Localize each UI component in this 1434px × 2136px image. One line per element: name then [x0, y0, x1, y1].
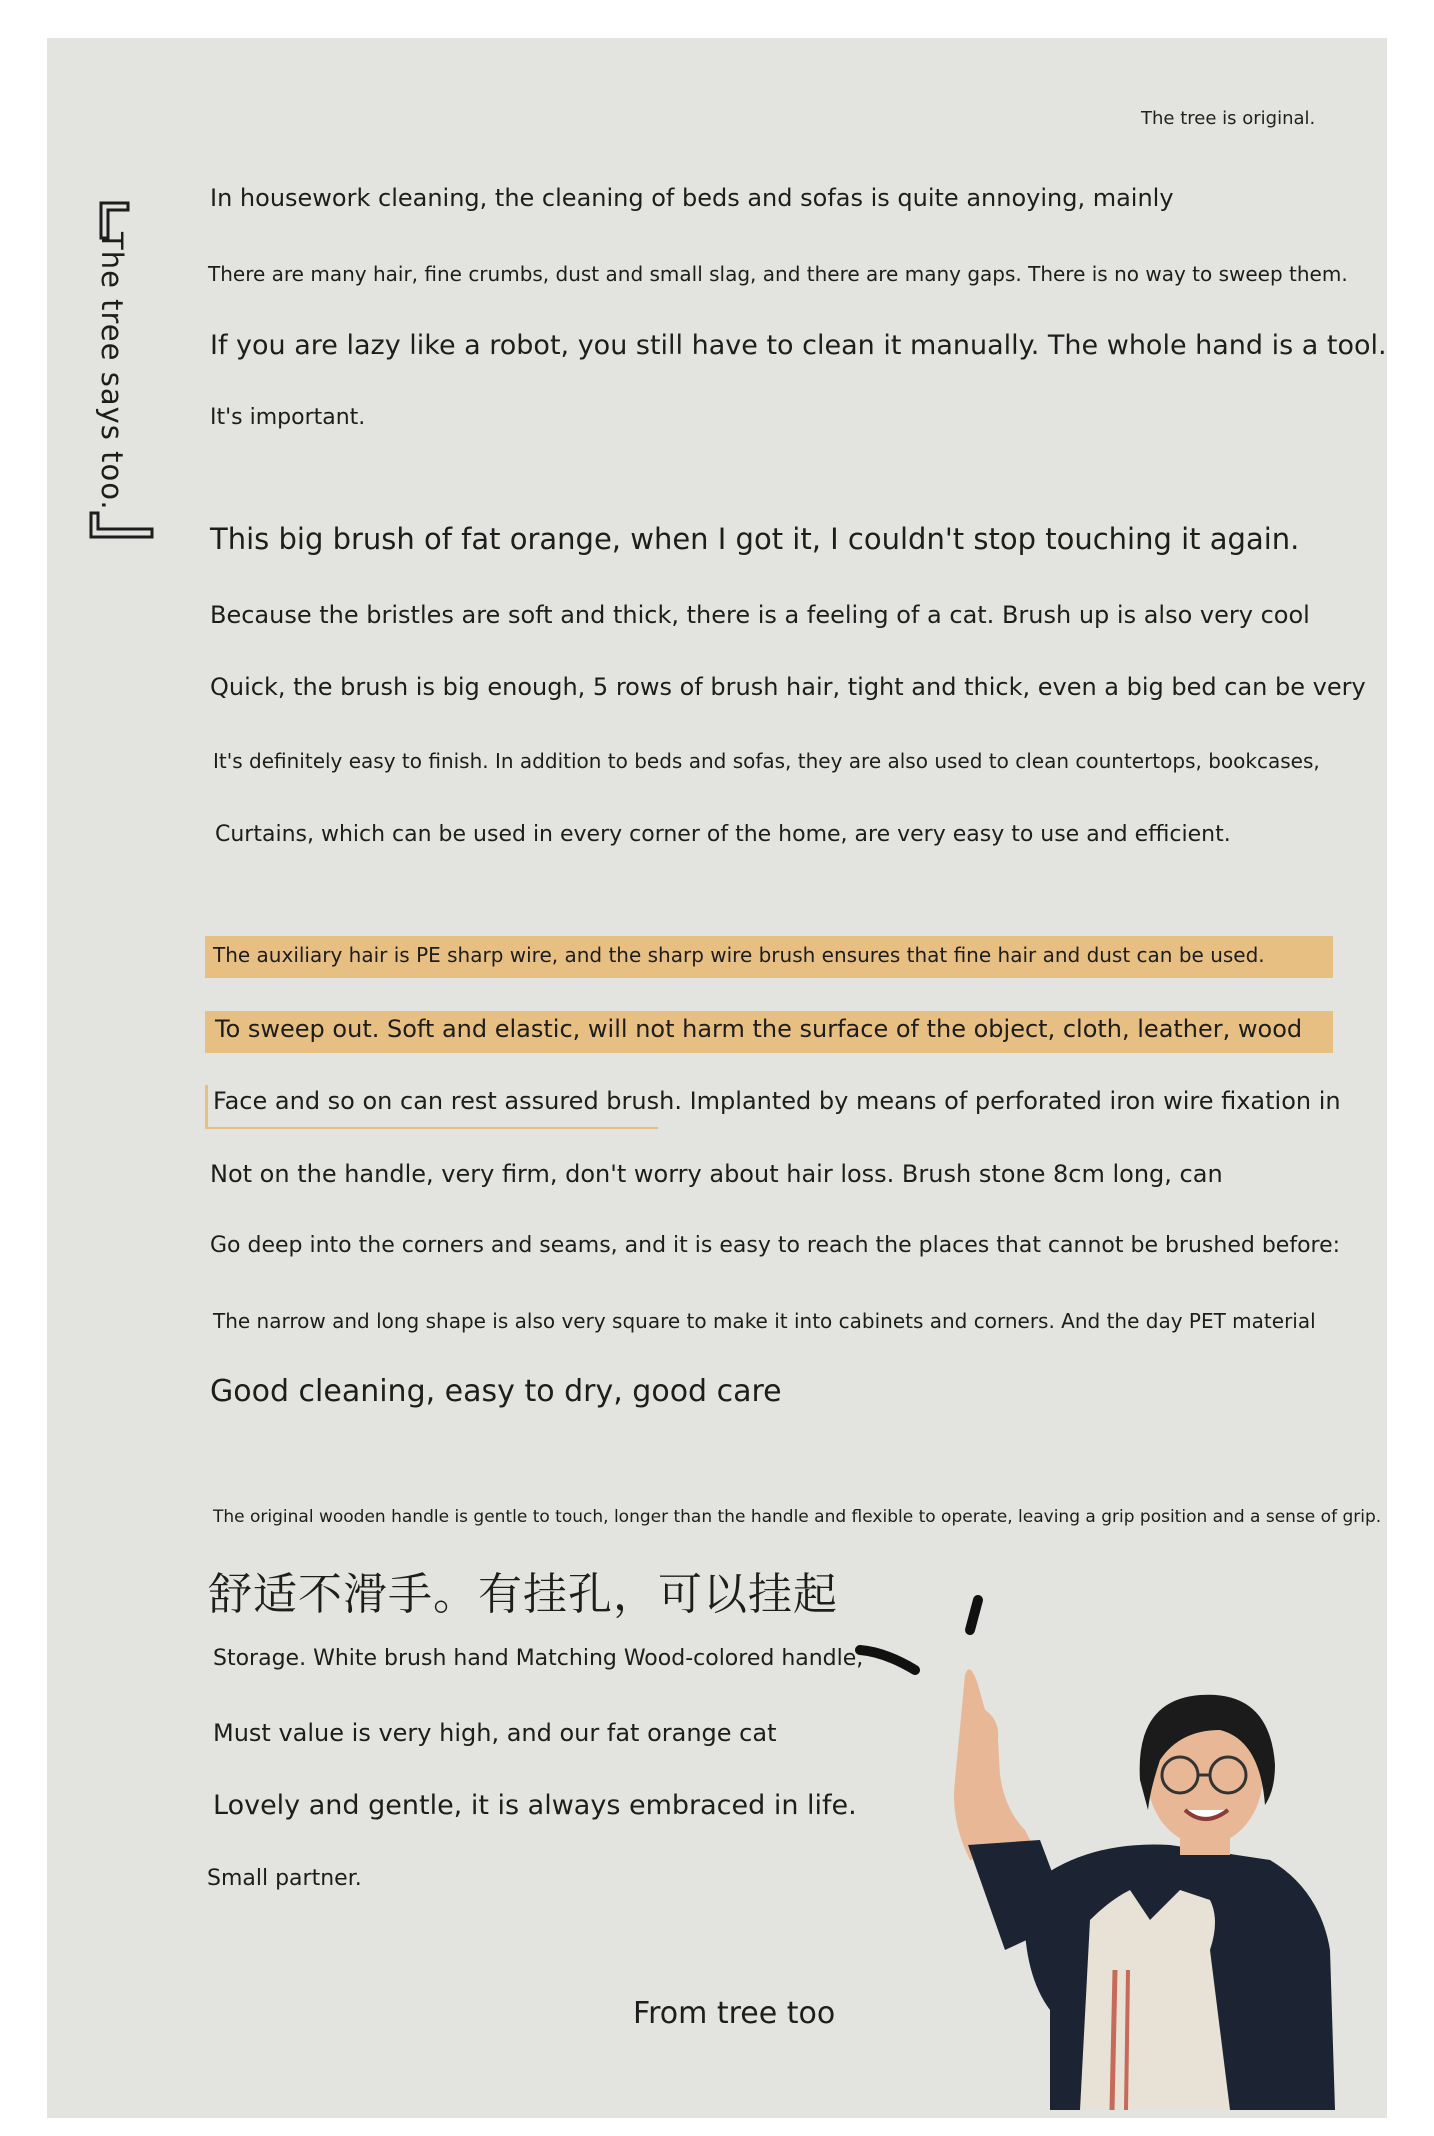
paragraph-line: Face and so on can rest assured brush. Implanted by means of perforated iron wire fixation in [213, 1087, 1341, 1115]
paragraph-line: The auxiliary hair is PE sharp wire, and the sharp wire brush ensures that fine hair and dust can be used. [213, 943, 1265, 967]
paragraph-line: Not on the handle, very firm, don't worry about hair loss. Brush stone 8cm long, can [210, 1160, 1223, 1188]
footer-signature: From tree too [633, 1996, 836, 2031]
paragraph-line: Because the bristles are soft and thick, there is a feeling of a cat. Brush up is also very cool [210, 601, 1310, 629]
paragraph-line: Lovely and gentle, it is always embraced in life. [213, 1790, 857, 1821]
paragraph-line: In housework cleaning, the cleaning of beds and sofas is quite annoying, mainly [210, 184, 1174, 212]
paragraph-line: Small partner. [207, 1866, 362, 1891]
chinese-heading: 舒适不滑手。有挂孔，可以挂起 [208, 1569, 838, 1620]
paragraph-line: Storage. White brush hand Matching Wood-colored handle, [213, 1646, 864, 1671]
paragraph-line: Good cleaning, easy to dry, good care [210, 1374, 782, 1409]
paragraph-line: To sweep out. Soft and elastic, will not harm the surface of the object, cloth, leather, wood [215, 1015, 1303, 1043]
paragraph-line: The original wooden handle is gentle to touch, longer than the handle and flexible to operate, leaving a grip position and a sense of grip. [213, 1507, 1382, 1527]
paragraph-line: Must value is very high, and our fat orange cat [213, 1719, 777, 1747]
paragraph-line: The narrow and long shape is also very square to make it into cabinets and corners. And the day PET material [213, 1309, 1316, 1333]
paragraph-line: Go deep into the corners and seams, and it is easy to reach the places that cannot be brushed before: [210, 1233, 1341, 1258]
paragraph-line: Curtains, which can be used in every corner of the home, are very easy to use and efficient. [215, 822, 1231, 847]
person-photo [850, 1590, 1370, 2110]
paragraph-line: It's definitely easy to finish. In addition to beds and sofas, they are also used to clean countertops, bookcases, [213, 749, 1320, 773]
corner-bracket-bottom-icon [88, 510, 158, 540]
paragraph-line: Quick, the brush is big enough, 5 rows of brush hair, tight and thick, even a big bed can be very [210, 673, 1366, 701]
paragraph-line: There are many hair, fine crumbs, dust and small slag, and there are many gaps. There is no way to sweep them. [208, 262, 1348, 286]
paragraph-line: If you are lazy like a robot, you still have to clean it manually. The whole hand is a tool. [210, 330, 1387, 361]
paragraph-line: It's important. [210, 405, 366, 430]
vertical-title: The tree says too. [95, 232, 129, 511]
paragraph-line: This big brush of fat orange, when I got it, I couldn't stop touching it again. [210, 522, 1300, 556]
header-note: The tree is original. [1141, 108, 1316, 129]
